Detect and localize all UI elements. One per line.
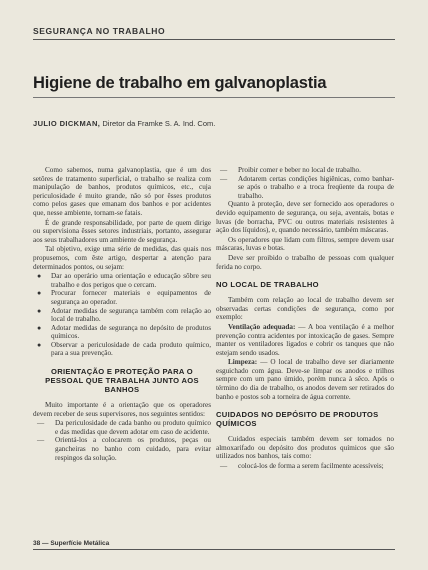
- section-heading: CUIDADOS NO DEPÓSITO DE PRODUTOS QUÍMICOS: [216, 410, 379, 429]
- paragraph: Tal objetivo, exige uma série de medidas, das quais nos propusemos, com êste artigo, despertar a atenção para determinados pontos, ou sejam:: [33, 245, 211, 271]
- paragraph: Deve ser proibido o trabalho de pessoas com qualquer ferida no corpo.: [216, 253, 394, 271]
- bullet-icon: ●: [37, 306, 42, 315]
- header-rule: [33, 39, 395, 40]
- right-column: [216, 166, 394, 538]
- author-role: Diretor da Framke S. A. Ind. Com.: [102, 119, 216, 128]
- author-name: JULIO DICKMAN,: [33, 119, 101, 128]
- page-footer: 38 — Superfície Metálica: [33, 540, 110, 547]
- article-title: Higiene de trabalho em galvanoplastia: [33, 74, 327, 92]
- dash-marker: —: [220, 166, 228, 174]
- list-item: — Da periculosidade de cada banho ou produto químico e das medidas que devem adotar em caso de acidente.: [37, 419, 211, 436]
- paragraph: Como sabemos, numa galvanoplastia, que é um dos setôres de tratamento superficial, o trabalho se realiza com manipulação de banhos, produtos químicos, etc., cuja periculosidade é muito grande, não só por êsses produtos como pelos gases que emanam dos banhos e por acidentes que, nesse ambiente, tornam-se fatais.: [33, 166, 211, 217]
- section-heading: NO LOCAL DE TRABALHO: [216, 280, 319, 290]
- paragraph: Quanto à proteção, deve ser fornecido aos operadores o devido equipamento de segurança, ou seja, aventais, botas e luvas (de borracha, PVC ou outros materiais resistentes à ação dos líquidos), e, quando necessário, também máscaras.: [216, 200, 394, 235]
- footer-rule: [33, 549, 395, 550]
- dash-marker: —: [37, 419, 45, 428]
- list-item: ● Dar ao operário uma orientação e educação sôbre seu trabalho e dos perigos que o cercam.: [37, 272, 211, 289]
- left-column: [33, 166, 211, 534]
- list-item: — Orientá-los a colocarem os produtos, peças ou gancheiras no banho com cuidado, para evitar respingos da solução.: [37, 436, 211, 462]
- list-item: — Proibir comer e beber no local de trabalho.: [220, 166, 361, 174]
- list-item: — colocá-los de forma a serem facilmente acessíveis;: [220, 462, 384, 471]
- dash-marker: —: [220, 174, 228, 183]
- paragraph: Os operadores que lidam com filtros, sempre devem usar máscaras, luvas e botas.: [216, 235, 394, 253]
- bullet-icon: ●: [37, 289, 42, 298]
- paragraph: Também com relação ao local de trabalho devem ser observadas certas condições de segurança, como por exemplo:: [216, 296, 394, 322]
- bullet-icon: ●: [37, 323, 42, 332]
- paragraph: É de grande responsabilidade, por parte de quem dirige ou supervisiona êsses setores industriais, portanto, assegurar aos seus trabalhadores um ambiente de segurança.: [33, 218, 211, 244]
- paragraph: Ventilação adequada: — A boa ventilação é a melhor prevenção contra acidentes por intoxicação de gases. Sempre manter os ventiladores ligados e cobrir os tanques que não estejam sendo usados.: [216, 322, 395, 357]
- dash-marker: —: [37, 436, 45, 445]
- list-item: — Adotarem certas condições higiênicas, como banhar-se após o trabalho e a troca freqüente da roupa de trabalho.: [220, 174, 394, 200]
- list-item: ● Observar a periculosidade de cada produto químico, para a sua prevenção.: [37, 340, 211, 358]
- runin-label: Limpeza:: [228, 358, 258, 367]
- paragraph: Cuidados especiais também devem ser tomados no almoxarifado ou depósito dos produtos químicos que são utilizados nos banhos, tais como:: [216, 435, 394, 461]
- author-line: [33, 119, 215, 128]
- bullet-icon: ●: [37, 340, 42, 349]
- list-item: ● Procurar fornecer materiais e equipamentos de segurança ao operador.: [37, 289, 211, 306]
- section-label: SEGURANÇA NO TRABALHO: [33, 26, 166, 36]
- runin-label: Ventilação adequada:: [228, 322, 296, 331]
- section-heading: ORIENTAÇÃO E PROTEÇÃO PARA O PESSOAL QUE TRABALHA JUNTO AOS BANHOS: [45, 367, 199, 395]
- paragraph: Limpeza: — O local de trabalho deve ser diariamente esguichado com água. Deve-se limpar os anodos e trilhos sempre com um pano úmido, porém nunca à sêco. Após o término do dia de trabalho, os anodos devem ser retirados do banho e postos sob a torneira de água corrente.: [216, 358, 394, 401]
- bullet-icon: ●: [37, 272, 42, 281]
- list-item: ● Adotar medidas de segurança também com relação ao local de trabalho.: [37, 306, 211, 324]
- paragraph: Muito importante é a orientação que os operadores devem receber de seus supervisores, nos seguintes sentidos:: [33, 401, 211, 418]
- title-rule: [33, 97, 395, 98]
- dash-marker: —: [220, 462, 228, 471]
- list-item: ● Adotar medidas de segurança no depósito de produtos químicos.: [37, 323, 211, 341]
